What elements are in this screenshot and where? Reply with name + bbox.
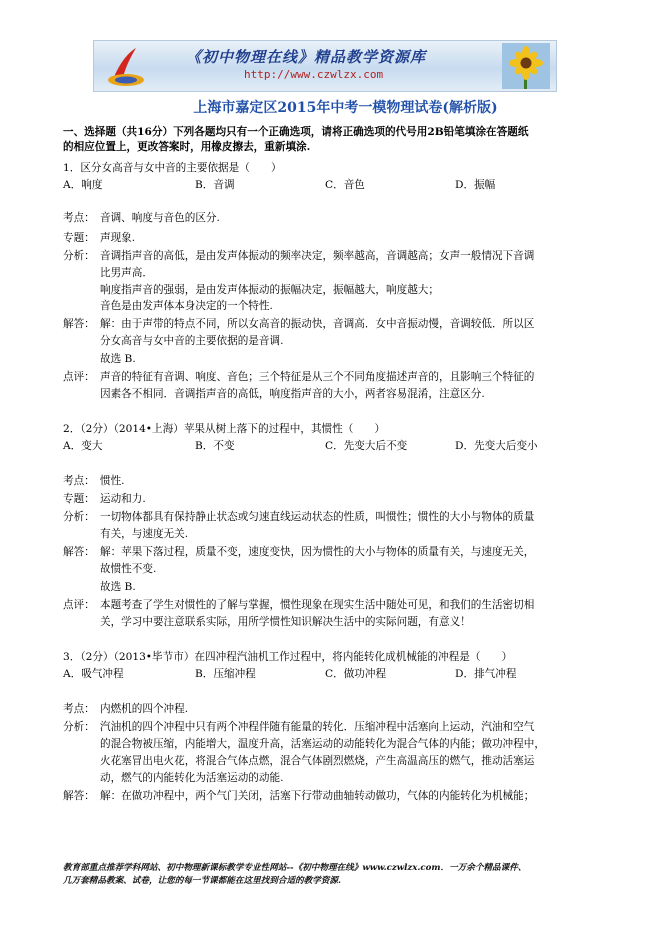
q1-option-b: B．音调 — [195, 179, 235, 191]
q3-fenxi-line: 汽油机的四个冲程中只有两个冲程伴随有能量的转化．压缩冲程中活塞向上运动，汽油和空气 — [100, 721, 535, 733]
q1-fenxi-line: 音色是由发声体本身决定的一个特性. — [100, 300, 273, 312]
q2-zhuanti: 运动和力. — [100, 493, 146, 505]
q2-fenxi-line: 有关，与速度无关. — [100, 528, 189, 540]
page-footer — [63, 862, 526, 888]
q1-dianping-label: 点评： — [63, 371, 95, 383]
banner-url[interactable]: http://www.czwlzx.com — [244, 68, 384, 81]
section-heading-line1: 一、选择题（共16分）下列各题均只有一个正确选项，请将正确选项的代号用2B铅笔填涂在答题纸 — [63, 126, 529, 138]
q1-dianping-line: 因素各不相同．音调指声音的高低，响度指声音的大小，两者容易混淆，注意区分. — [100, 388, 485, 400]
q3-option-a: A．吸气冲程 — [63, 668, 124, 680]
q3-fenxi-line: 动，燃气的内能转化为活塞运动的动能. — [100, 772, 284, 784]
q3-stem: 3．（2分）（2013•毕节市）在四冲程汽油机工作过程中，将内能转化成机械能的冲程是（ ） — [63, 651, 513, 663]
q2-option-c: C．先变大后不变 — [325, 440, 408, 452]
sunflower-image — [502, 43, 550, 89]
q3-kaodian: 内燃机的四个冲程. — [100, 703, 189, 715]
q1-zhuanti: 声现象. — [100, 232, 136, 244]
q3-kaodian-label: 考点： — [63, 703, 95, 715]
q2-fenxi-line: 一切物体都具有保持静止状态或匀速直线运动状态的性质，叫惯性；惯性的大小与物体的质量 — [100, 511, 535, 523]
q3-fenxi-label: 分析： — [63, 721, 95, 733]
q1-option-c: C．音色 — [325, 179, 365, 191]
q2-jieda-label: 解答： — [63, 546, 95, 558]
q3-option-d: D．排气冲程 — [455, 668, 517, 680]
site-banner — [93, 40, 557, 92]
q2-option-a: A．变大 — [63, 440, 103, 452]
q1-fenxi-line: 音调指声音的高低，是由发声体振动的频率决定，频率越高，音调越高；女声一般情况下音调 — [100, 250, 535, 262]
q1-fenxi-line: 响度指声音的强弱，是由发声体振动的振幅决定，振幅越大，响度越大； — [100, 284, 439, 296]
q3-jieda-line: 解：在做功冲程中，两个气门关闭，活塞下行带动曲轴转动做功，气体的内能转化为机械能； — [100, 790, 535, 802]
q1-jieda-label: 解答： — [63, 318, 95, 330]
q3-option-c: C．做功冲程 — [325, 668, 387, 680]
q2-fenxi-label: 分析： — [63, 511, 95, 523]
q2-dianping-line: 本题考查了学生对惯性的了解与掌握，惯性现象在现实生活中随处可见，和我们的生活密切相 — [100, 599, 535, 611]
q1-kaodian: 音调、响度与音色的区分. — [100, 212, 220, 224]
q2-option-d: D．先变大后变小 — [455, 440, 538, 452]
q1-zhuanti-label: 专题： — [63, 232, 95, 244]
q2-stem: 2．（2分）（2014•上海）苹果从树上落下的过程中，其惯性（ ） — [63, 423, 386, 435]
q2-dianping-line: 关，学习中要注意联系实际，用所学惯性知识解决生活中的实际问题，有意义！ — [100, 616, 471, 628]
q2-zhuanti-label: 专题： — [63, 493, 95, 505]
q1-fenxi-label: 分析： — [63, 250, 95, 262]
q1-stem: 1．区分女高音与女中音的主要依据是（ ） — [63, 162, 282, 174]
q1-kaodian-label: 考点： — [63, 212, 95, 224]
q2-jieda-line: 故惯性不变. — [100, 563, 157, 575]
q1-option-a: A．响度 — [63, 179, 103, 191]
site-logo — [102, 44, 146, 88]
q1-jieda-line: 解：由于声带的特点不同，所以女高音的振动快，音调高．女中音振动慢，音调较低．所以区 — [100, 318, 535, 330]
document-title: 上海市嘉定区2015年中考一模物理试卷(解析版) — [193, 100, 498, 116]
footer-line2: 几万套精品教案、试卷，让您的每一节课都能在这里找到合适的教学资源. — [63, 876, 341, 886]
footer-line1: 教育部重点推荐学科网站、初中物理新课标教学专业性网站--《初中物理在线》www.czwlzx.com．一万余个精品课件、 — [63, 863, 527, 873]
q2-option-b: B．不变 — [195, 440, 235, 452]
q3-jieda-label: 解答： — [63, 790, 95, 802]
q1-dianping-line: 声音的特征有音调、响度、音色；三个特征是从三个不同角度描述声音的，且影响三个特征的 — [100, 371, 535, 383]
q1-option-d: D．振幅 — [455, 179, 496, 191]
q2-kaodian: 惯性. — [100, 475, 125, 487]
q3-option-b: B．压缩冲程 — [195, 668, 256, 680]
banner-title: 《初中物理在线》精品教学资源库 — [186, 48, 427, 66]
q2-jieda-line: 故选 B. — [100, 581, 136, 593]
q2-kaodian-label: 考点： — [63, 475, 95, 487]
section-heading-line2: 的相应位置上，更改答案时，用橡皮擦去，重新填涂. — [63, 141, 311, 153]
q1-jieda-line: 分女高音与女中音的主要依据的是音调. — [100, 335, 284, 347]
q1-fenxi-line: 比男声高． — [100, 267, 153, 279]
q1-jieda-line: 故选 B. — [100, 353, 136, 365]
q2-dianping-label: 点评： — [63, 599, 95, 611]
q2-jieda-line: 解：苹果下落过程，质量不变，速度变快，因为惯性的大小与物体的质量有关，与速度无关， — [100, 546, 535, 558]
q3-fenxi-line: 的混合物被压缩，内能增大，温度升高，活塞运动的动能转化为混合气体的内能；做功冲程中， — [100, 738, 545, 750]
q3-fenxi-line: 火花塞冒出电火花，将混合气体点燃，混合气体剧烈燃烧，产生高温高压的燃气，推动活塞运 — [100, 755, 535, 767]
